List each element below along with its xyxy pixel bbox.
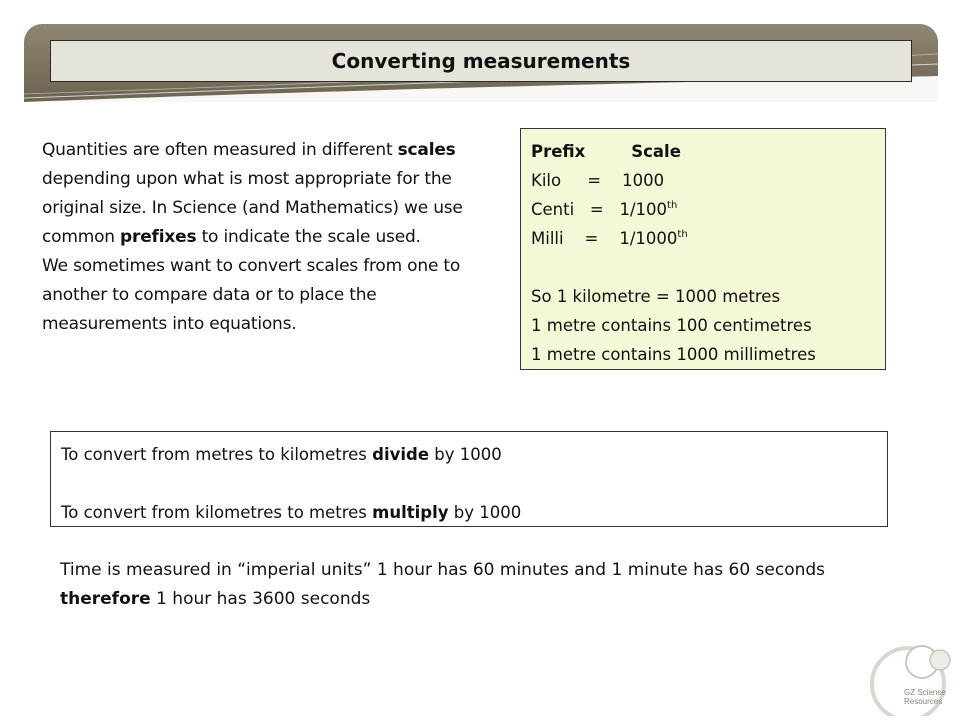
time-units-text — [60, 556, 880, 614]
convert-spacer — [61, 469, 877, 498]
logo-text — [904, 688, 946, 706]
convert-rule-multiply — [61, 498, 877, 527]
intro-bold-prefixes: prefixes — [120, 227, 197, 247]
prefix-example-2: 1 metre contains 100 centimetres — [531, 316, 812, 335]
time-bold-therefore: therefore — [60, 589, 151, 609]
prefix-milli-value: Milli = 1/1000 — [531, 229, 678, 248]
convert-rule-divide-text: To convert from metres to kilometres — [61, 445, 373, 464]
page-title: Converting measurements — [50, 40, 912, 82]
logo-line-1: GZ Science — [904, 688, 946, 697]
convert-bold-divide: divide — [372, 445, 430, 464]
logo-line-2: Resources — [904, 697, 943, 706]
time-text-2: 1 hour has 3600 seconds — [150, 589, 371, 609]
conversion-rules-box — [50, 431, 888, 527]
prefix-milli — [531, 224, 875, 253]
prefix-spacer — [531, 253, 875, 282]
prefix-example-1: So 1 kilometre = 1000 metres — [531, 287, 781, 306]
intro-text-1: Quantities are often measured in different — [42, 140, 398, 160]
prefix-centi — [531, 195, 875, 224]
intro-text-3: to indicate the scale used. — [196, 227, 421, 247]
convert-rule-divide-suffix: by 1000 — [429, 445, 502, 464]
prefix-scale-box — [520, 128, 886, 370]
intro-paragraph-2: We sometimes want to convert scales from one to another to compare data or to place the measurements into equations. — [42, 256, 461, 334]
prefix-centi-value: Centi = 1/100 — [531, 200, 668, 219]
prefix-kilo: Kilo = 1000 — [531, 171, 665, 190]
intro-text-2: depending upon what is most appropriate for the original size. In Science (and Mathematics) we use common — [42, 169, 463, 247]
prefix-centi-superscript: th — [667, 200, 678, 211]
intro-text — [42, 136, 482, 339]
convert-rule-divide — [61, 440, 877, 469]
prefix-example-3: 1 metre contains 1000 millimetres — [531, 345, 816, 364]
convert-bold-multiply: multiply — [372, 503, 449, 522]
intro-paragraph-1 — [42, 136, 482, 252]
intro-bold-scales: scales — [397, 140, 456, 160]
time-text-1: Time is measured in “imperial units” 1 hour has 60 minutes and 1 minute has 60 seconds — [60, 560, 826, 580]
prefix-header: Prefix Scale — [531, 142, 681, 161]
convert-rule-multiply-suffix: by 1000 — [448, 503, 522, 522]
convert-rule-multiply-text: To convert from kilometres to metres — [61, 503, 373, 522]
prefix-milli-superscript: th — [677, 229, 688, 240]
